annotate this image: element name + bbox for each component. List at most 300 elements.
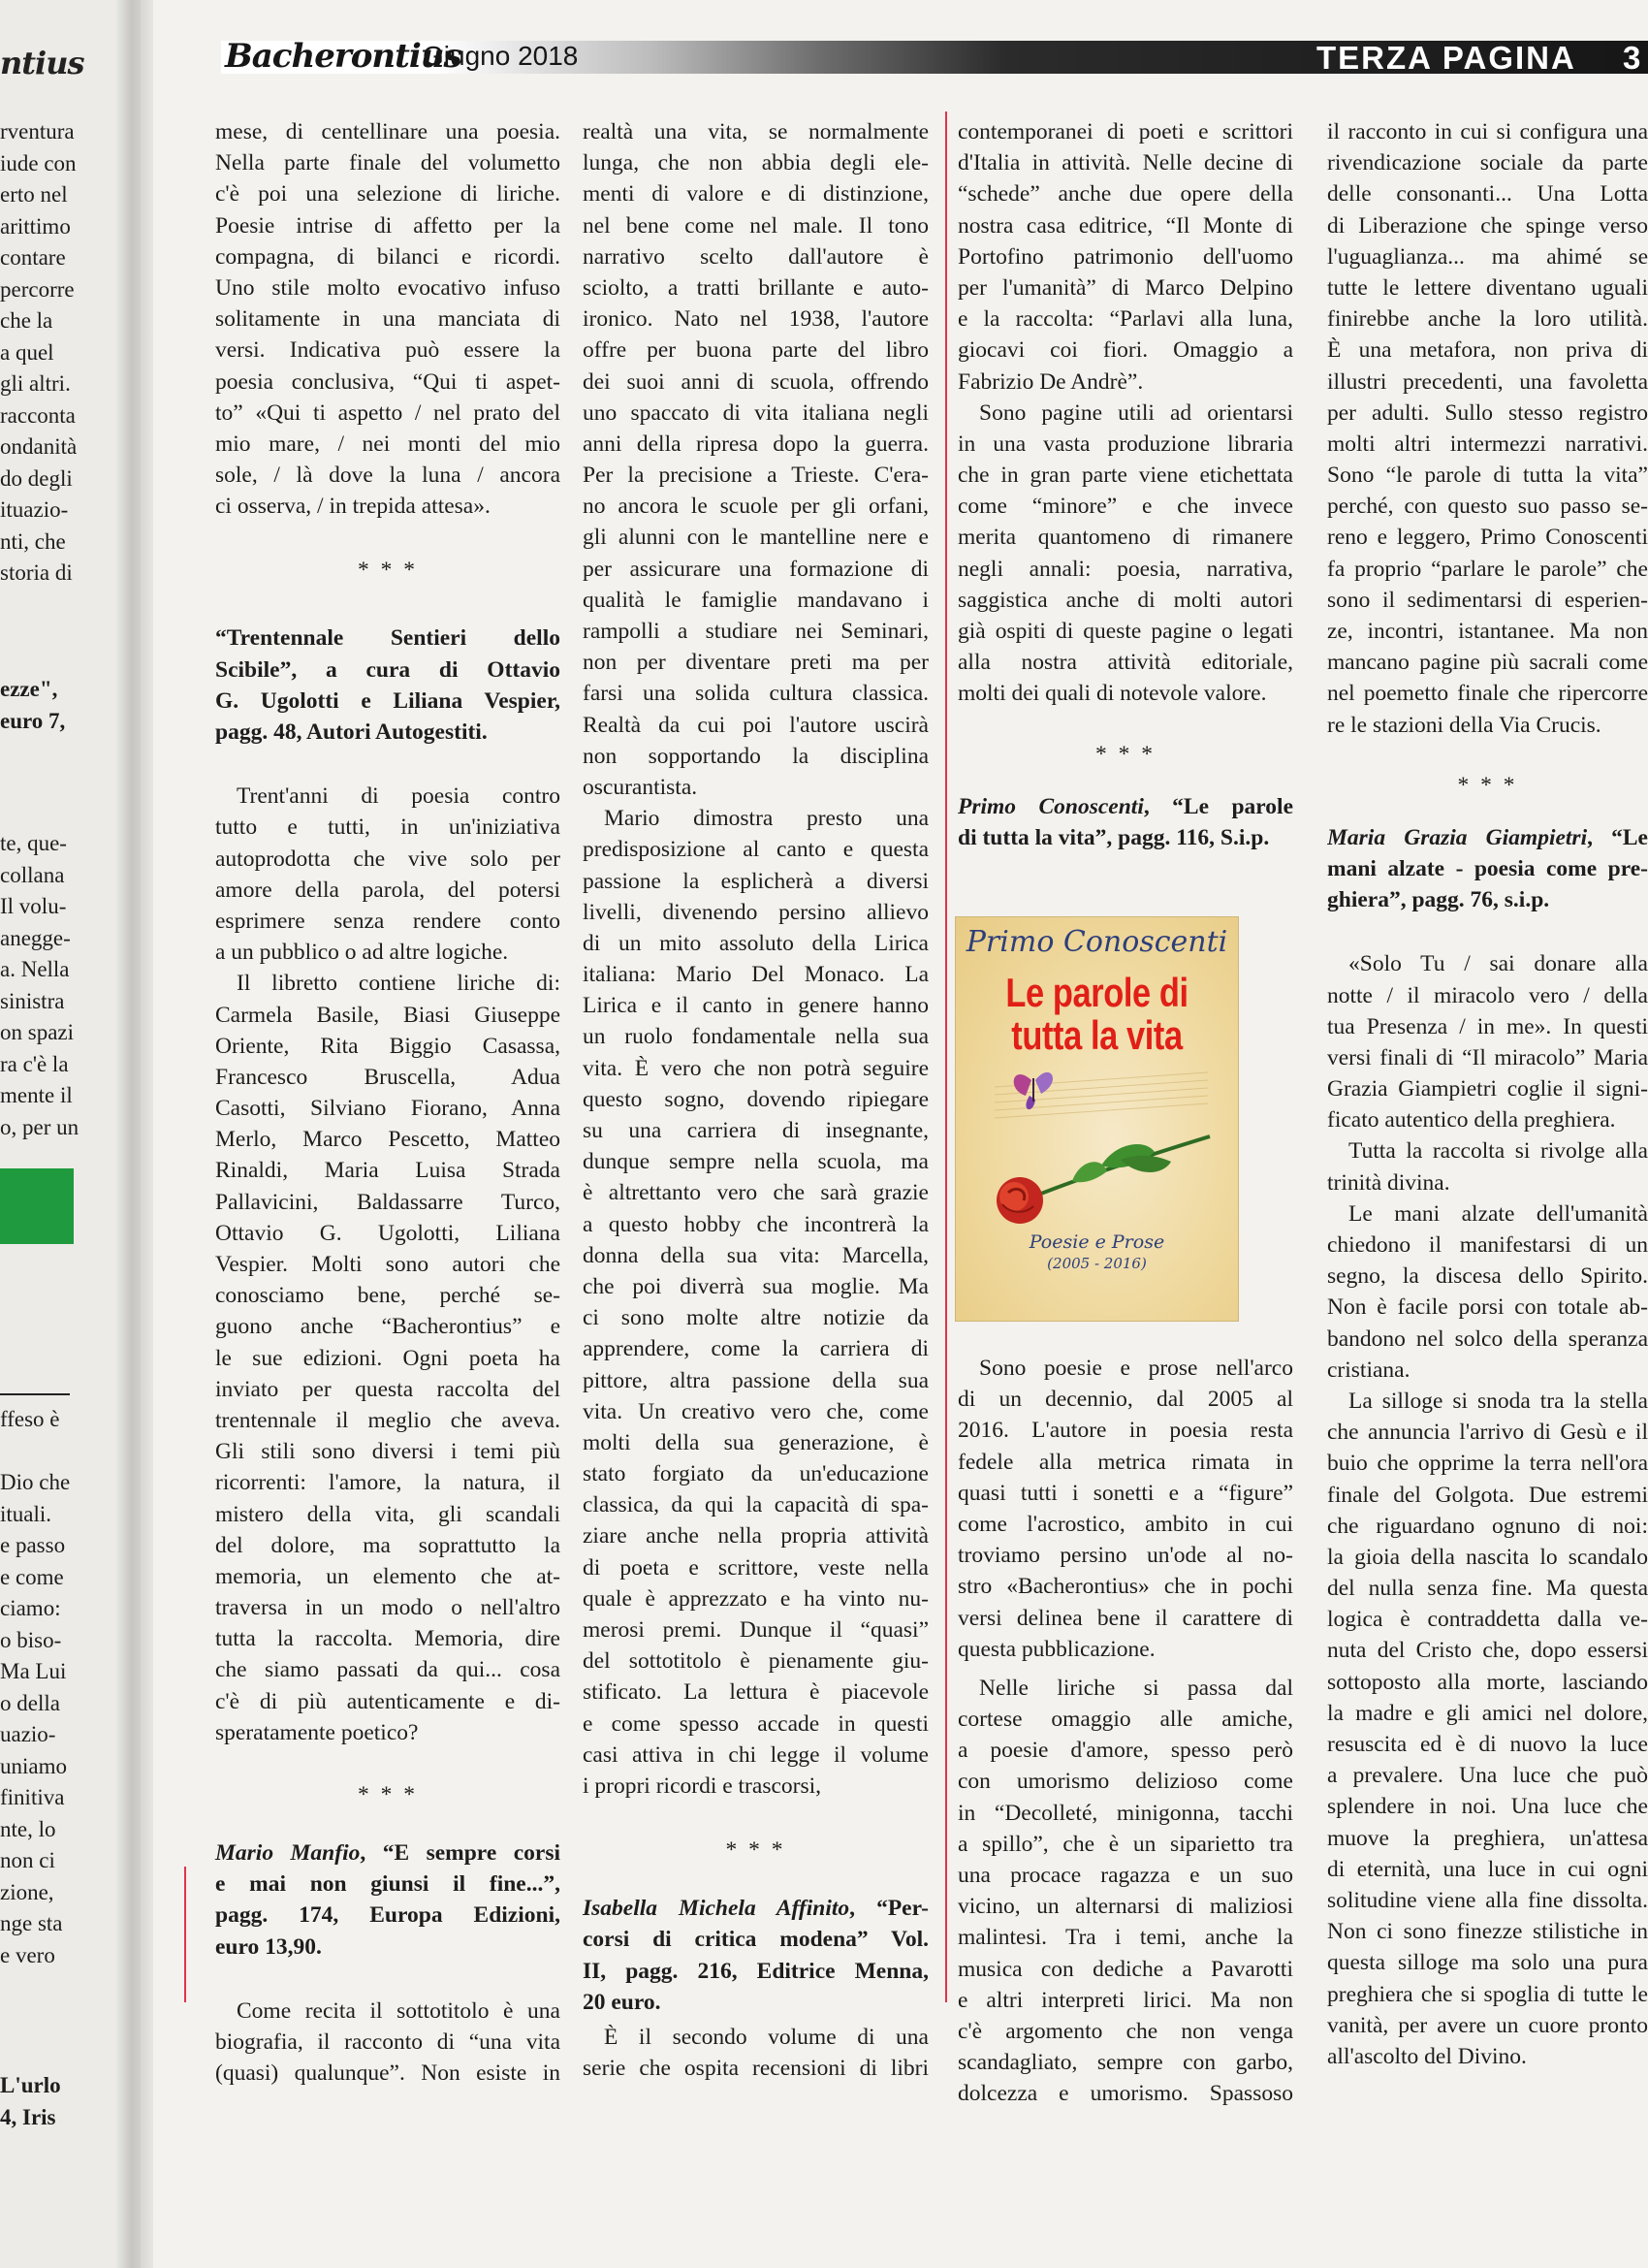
text-line: te, que- [0,831,67,855]
text-line: a questo hobby che incontrerà la [583,1211,929,1237]
text-line: a spillo”, che è un siparietto tra [958,1831,1293,1857]
paragraph [958,398,1293,710]
text-line: Le mani alzate dell'umanità [1348,1200,1648,1227]
text-line: esprimere senza rendere conto [215,908,560,934]
text-line: per l'umanità” di Marco Delpino [958,274,1293,301]
text-line: versi delinea bene il carattere di [958,1605,1293,1631]
text-line: nge sta [0,1911,63,1935]
book-author: Mario Manfio [215,1840,361,1866]
text-line: nti, che [0,528,66,554]
text-line: a. Nella [0,957,70,981]
left-green-block [0,1168,74,1244]
paragraph [1327,1198,1648,1386]
text-line: ondanità [0,434,78,459]
text-line: non sopportando la disciplina [583,743,929,769]
text-line: ziare anche nella propria attività [583,1523,929,1549]
text-line: stro «Bacherontius» che in pochi [958,1574,1293,1600]
text-line: Per la precisione a Trieste. C'era- [583,463,929,489]
book-author: Maria Grazia Giampietri [1327,824,1588,850]
text-line: e altri interpreti lirici. Ma non [958,1987,1293,2013]
text-line: nel bene come nel male. Il tono [583,212,929,239]
text-line: molti altri intermezzi narrativi. [1327,431,1648,457]
text-line: notte / il miracolo vero / della [1327,982,1648,1008]
book-title: Mario Manfio, “E sempre corsi e mai non giunsi il fine...”, pagg. 174, Europa Edizioni, euro 13,90. [215,1840,560,1960]
text-line: molti dei quali di notevole valore. [958,681,1267,707]
text-line: a poesie d'amore, spesso però [958,1738,1293,1764]
text-line: racconta [0,402,76,428]
paragraph [215,781,560,968]
text-line: negli annali: poesia, narrativa, [958,556,1293,582]
section-separator: * * * [358,1782,418,1807]
text-line: che la [0,308,53,333]
text-line: re le stazioni della Via Crucis. [1327,712,1601,738]
text-line: segno, la discesa dello Spirito. [1327,1263,1648,1290]
text-line: G. Ugolotti e Liliana Vespier, [215,687,560,714]
text-line: perché, con questo suo passo se- [1327,494,1648,520]
text-line: merita quantomeno di rimanere [958,525,1293,551]
text-line: ricorrenti: l'amore, la natura, il [215,1470,560,1496]
text-line: ezze", [0,677,58,701]
text-line: qualità le famiglie mandavano i [583,587,929,613]
text-line: cortese omaggio alle amiche, [958,1707,1293,1733]
text-line: in “Decolleté, minigonna, tacchi [958,1800,1293,1826]
text-line: per adulti. Sullo stesso registro [1327,399,1648,426]
text-line: in una vasta produzione libraria [958,431,1293,457]
text-line: finale del Golgota. Due estremi [1327,1482,1648,1508]
text-line: questa silloge ma solo una pura [1327,1950,1648,1976]
text-line: trentennale il meglio che aveva. [215,1407,560,1433]
text-line: questa pubblicazione. [958,1636,1156,1662]
text-line: versi finali di “Il miracolo” Maria [1327,1044,1648,1070]
text-line: il racconto in cui si configura una [1327,119,1648,144]
text-line: preghiera che si spoglia di tutte le [1327,1981,1648,2007]
text-line: finirebbe anche la loro utilità. [1327,306,1648,333]
text-line: le sue edizioni. Ogni poeta ha [215,1345,560,1371]
text-line: scandagliato, sempre con garbo, [958,2050,1293,2076]
text-line: ze, incontri, istantanee. Ma non [1327,619,1648,644]
left-text-block-1 [0,116,83,590]
text-line: Ottavio G. Ugolotti, Liliana [215,1220,560,1246]
text-line: ciamo: [0,1596,61,1620]
text-line: Tutta la raccolta si rivolge alla [1348,1138,1648,1165]
text-line: contare [0,245,66,270]
text-line: Vespier. Molti sono autori che [215,1252,560,1277]
text-line: Nella parte finale del volumetto [215,150,560,176]
book-title [215,623,560,748]
text-line: memoria, un elemento che at- [215,1563,560,1589]
text-line: tutta la raccolta. Memoria, dire [215,1626,560,1652]
text-line: mistero della vita, gli scandali [215,1501,560,1527]
paragraph [583,2022,929,2084]
text-line: contemporanei di poeti e scrittori [958,119,1293,144]
text-line: gli altri. [0,371,71,396]
text-line: poesia conclusiva, “Qui ti aspet- [215,368,560,395]
text-line: predisposizione al canto e questa [583,837,929,863]
text-line: dunque sempre nella scuola, ma [583,1149,929,1175]
text-line: illustri precedenti, una favoletta [1327,368,1648,395]
text-line: menti di valore e di distinzione, [583,181,929,208]
text-line: i propri ricordi e trascorsi, [583,1773,822,1799]
text-line: non ci [0,1848,55,1872]
text-line: molti della sua generazione, è [583,1429,929,1455]
text-line: giocavi coi fiori. Omaggio a [958,337,1293,364]
text-line: rventura [0,119,75,144]
text-line: (quasi) qualunque”. Non esiste in [215,2060,560,2087]
text-line: per assicurare una formazione di [583,556,929,582]
text-line: già ospiti di queste pagine o legati [958,619,1293,644]
text-line: e vero [0,1942,55,1967]
left-text-block-2 [0,674,83,737]
book-author: Primo Conoscenti [958,793,1144,819]
text-line: malintesi. Tra i temi, anche la [958,1925,1293,1951]
section-separator: * * * [1457,772,1518,798]
left-text-block-5 [0,2070,83,2133]
text-line: ficato autentico della preghiera. [1327,1107,1616,1134]
text-line: vita. Un creativo vero che, come [583,1398,929,1424]
text-line: d'Italia in attività. Nelle decine di [958,150,1293,176]
text-line: Come recita il sottotitolo è una [237,1997,560,2024]
text-line: fedele alla metrica rimata in [958,1449,1293,1475]
cover-author: Primo Conoscenti [966,925,1228,959]
text-line: livelli, divenendo persino allievo [583,899,929,925]
text-line: fa proprio “parlare le parole” che [1327,556,1648,582]
text-line: Non ci sono finezze stilistiche in [1327,1919,1648,1945]
text-line: La silloge si snoda tra la stella [1348,1388,1648,1414]
page-header [221,35,1648,80]
text-line: chiedono il manifestarsi di un [1327,1232,1648,1258]
text-line: Pallavicini, Baldassarre Turco, [215,1189,560,1215]
text-line: nostra casa editrice, “Il Monte di [958,212,1293,239]
cover-years: (2005 - 2016) [1047,1255,1147,1272]
text-line: di eternità, una luce in cui ogni [1327,1856,1648,1882]
text-line: saggistica anche di molti autori [958,587,1293,613]
text-line: che riguardano ognuno di noi: [1327,1513,1648,1539]
margin-rule [184,1867,186,2002]
text-line: ci osserva, / in trepida attesa». [215,494,491,520]
text-line: di poeta e scrittore, veste nella [583,1554,929,1581]
text-line: lunga, che non abbia degli ele- [583,150,929,176]
text-line: Sono “le parole di tutta la vita” [1327,463,1648,489]
text-line: Lirica e il canto in genere hanno [583,993,929,1019]
text-line: non per diventare preti ma per [583,650,929,676]
text-line: la madre e gli amici nel dolore, [1327,1700,1648,1726]
text-line: e la raccolta: “Parlavi alla luna, [958,306,1293,333]
text-line: a un pubblico o ad altre logiche. [215,940,509,966]
text-line: c'è di più autenticamente e di- [215,1688,560,1714]
text-line: pittore, altra passione della sua [583,1367,929,1393]
text-line: Sono poesie e prose nell'arco [979,1356,1293,1381]
text-line: L'urlo [0,2073,61,2097]
text-line: Oriente, Rita Biggio Casassa, [215,1033,560,1059]
text-line: troviamo persino un'ode al no- [958,1543,1293,1569]
text-line: come “minore” e che invece [958,494,1293,520]
page-spine [114,0,153,2268]
paragraph [958,1353,1293,1665]
text-line: Fabrizio De Andrè”. [958,368,1144,395]
text-line: Carmela Basile, Biasi Giuseppe [215,1002,560,1028]
text-line: cristiana. [1327,1357,1410,1383]
text-line: vicino, un alternarsi di maliziosi [958,1894,1293,1920]
text-line: di Liberazione che spinge verso [1327,212,1648,239]
text-line: trinità divina. [1327,1169,1450,1196]
text-line: Non è facile porsi con totale ab- [1327,1294,1648,1321]
text-line: passione la esplicherà a diversi [583,868,929,894]
paragraph [958,116,1293,398]
section-separator: * * * [1095,741,1156,767]
section-separator: * * * [358,558,418,584]
text-line: autoprodotta che vive solo per [215,846,560,872]
text-line: rampolli a studiare nei Seminari, [583,619,929,644]
text-line: la gioia della nascita lo scandalo [1327,1544,1648,1570]
text-line: dei suoi anni di scuola, offrendo [583,368,929,395]
book-cover-image [956,917,1238,1321]
text-line: erto nel [0,182,68,207]
text-line: che annuncia l'arrivo di Gesù e il [1327,1420,1648,1446]
text-line: come l'acrostico, ambito in cui [958,1511,1293,1537]
book-title: Primo Conoscenti, “Le parole di tutta la vita”, pagg. 116, S.i.p. [958,793,1294,850]
text-line: o, per un [0,1114,79,1139]
book-title: Isabella Michela Affinito, “Per- corsi di critica modena” Vol. II, pagg. 216, Editrice Menna, 20 euro. [583,1896,929,2015]
text-line: Grazia Giampietri coglie il signi- [1327,1076,1648,1102]
paragraph [583,803,929,1802]
text-line: Francesco Bruscella, Adua [215,1064,560,1090]
text-line: speratamente poetico? [215,1719,419,1745]
text-line: Ma Lui [0,1659,67,1683]
text-line: musica con dediche a Pavarotti [958,1956,1293,1982]
text-line: che poi diverrà sua moglie. Ma [583,1273,929,1299]
text-line: splendere in noi. Una luce che [1327,1794,1648,1820]
text-line: o della [0,1690,60,1715]
text-line: o biso- [0,1627,62,1652]
text-line: gli alunni con le mantelline nere e [583,525,929,551]
text-line: vanità, per avere un cuore pronto [1327,2012,1648,2038]
text-line: buio che opprime la terra nell'ora [1327,1451,1648,1477]
paragraph [1327,1135,1648,1198]
text-line: sinistra [0,988,65,1013]
paragraph [958,1673,1293,2110]
text-line: vita. È vero che non potrà seguire [583,1055,929,1081]
page-number: 3 [1623,40,1641,76]
book-author: Isabella Michela Affinito [583,1896,850,1922]
text-line: on spazi [0,1020,75,1044]
text-line: con umorismo delizioso come [958,1769,1293,1795]
text-line: Nelle liriche si passa dal [979,1675,1293,1701]
text-line: do degli [0,465,73,491]
text-line: Gli stili sono diversi i temi più [215,1439,560,1465]
text-line: un ruolo fondamentale nella sua [583,1024,929,1050]
text-line: È il secondo volume di una [604,2024,929,2050]
text-line: sono il sedimentarsi di esperien- [1327,587,1648,613]
text-line: euro 7, [0,708,66,733]
text-line: solitudine viene alla fine dissolta. [1327,1887,1648,1913]
text-line: zione, [0,1879,54,1904]
text-line: versi. Indicativa può essere la [215,337,560,364]
text-line: Portofino patrimonio dell'uomo [958,243,1293,270]
text-line: stificato. La lettura è piacevole [583,1679,929,1706]
text-line: italiana: Mario Del Monaco. La [583,962,929,988]
text-line: del nulla senza fine. Ma questa [1327,1576,1648,1602]
text-line: di un mito assoluto della Lirica [583,930,929,956]
text-line: Trent'anni di poesia contro [237,783,560,810]
text-line: di un decennio, dal 2005 al [958,1387,1293,1413]
column-3-continued [958,1353,1293,2110]
text-line: oscurantista. [583,774,698,800]
text-line: Uno stile molto evocativo infuso [215,274,560,301]
column-3 [958,116,1293,853]
column-1 [215,116,560,2089]
text-line: traversa in un modo o nell'altro [215,1595,560,1621]
text-line: 2016. L'autore in poesia resta [958,1418,1293,1444]
text-line: è altrettanto vero che sarà grazie [583,1180,929,1206]
text-line: ffeso è [0,1407,60,1431]
text-line: classica, da qui la capacità di spa- [583,1492,929,1518]
text-line: muove la preghiera, un'attesa [1327,1825,1648,1851]
text-line: no ancora le scuole per gli orfani, [583,494,929,520]
text-line: e come spesso accade in questi [583,1710,929,1737]
text-line: Poesie intrise di affetto per la [215,212,560,239]
text-line: 4, Iris [0,2104,56,2129]
text-line: farsi una solida cultura classica. [583,681,929,707]
text-line: logica è contraddetta dalla ve- [1327,1607,1648,1633]
text-line: ironico. Nato nel 1938, l'autore [583,306,929,333]
text-line: ci sono molte altre notizie da [583,1305,929,1331]
text-line: ra c'è la [0,1051,69,1076]
text-line: alla nostra attività editoriale, [958,650,1293,676]
text-line: storia di [0,560,73,585]
text-line: mente il [0,1083,73,1107]
paragraph [583,116,929,803]
book-title: Maria Grazia Giampietri, “Le mani alzate - poesia come pre- ghiera”, pagg. 76, s.i.p. [1327,824,1648,913]
text-line: guono anche “Bacherontius” e [215,1314,560,1340]
text-line: mese, di centellinare una poesia. [215,119,560,144]
text-line: “Trentennale Sentieri dello [215,625,560,652]
text-line: narrativo scelto dall'autore è [583,243,929,270]
text-line: che in gran parte viene etichettata [958,463,1293,489]
text-line: biografia, il racconto di “una vita [215,2028,560,2055]
text-line: stato forgiato da un'educazione [583,1461,929,1487]
text-line: realtà una vita, se normalmente [583,119,929,144]
text-line: l'uguaglianza... ma ahimé se [1327,243,1648,270]
text-line: tutte le lettere diventano uguali [1327,274,1648,301]
text-line: che siamo passati da qui... cosa [215,1657,560,1683]
text-line: Merlo, Marco Pescetto, Matteo [215,1127,560,1153]
text-line: uno spaccato di vita italiana negli [583,399,929,426]
text-line: quale è apprezzato e ha vinto nu- [583,1585,929,1612]
text-line: offre per buona parte del libro [583,337,929,364]
text-line: quasi tutti i sonetti e a “figure” [958,1480,1293,1506]
paragraph [215,116,560,522]
column-4 [1327,116,1648,2072]
text-line [0,1436,83,1468]
text-line: c'è argomento che non venga [958,2018,1293,2044]
column-divider [945,112,947,2002]
text-line: del dolore, ma soprattutto la [215,1532,560,1558]
paragraph [1327,116,1648,741]
text-line: serie che ospita recensioni di libri [583,2056,929,2082]
text-line: su una carriera di insegnante, [583,1118,929,1143]
text-line: delle consonanti... Una Lotta [1327,181,1648,208]
text-line: sottoposto alla morte, lasciando [1327,1669,1648,1695]
text-line: Casotti, Silviano Fiorano, Anna [215,1096,560,1122]
text-line: Sono pagine utili ad orientarsi [979,399,1293,426]
text-line: dolcezza e umorismo. Spassoso [958,2081,1293,2107]
paragraph [215,968,560,1748]
section-separator: * * * [725,1837,786,1864]
text-line: arittimo [0,213,71,239]
text-line: mio mare, / nei monti del mio [215,431,560,457]
text-line: sciolto, a tratti brillante e auto- [583,274,929,301]
text-line: merosi premi. Dunque il “quasi” [583,1617,929,1643]
text-line: ituali. [0,1501,52,1526]
text-line: c'è poi una selezione di liriche. [215,181,560,208]
text-line: percorre [0,276,75,302]
text-line: apprendere, come la carriera di [583,1336,929,1362]
text-line: uniamo [0,1753,67,1778]
cover-subtitle: Poesie e Prose [1029,1231,1165,1253]
text-line: ituazio- [0,497,69,522]
text-line: questo sogno, dovendo ripiegare [583,1086,929,1112]
text-line: una procace ragazza e un suo [958,1863,1293,1888]
text-line: finitiva [0,1785,65,1809]
left-divider [0,1393,70,1395]
text-line: Rinaldi, Maria Luisa Strada [215,1158,560,1184]
text-line: rivendicazione sociale da parte [1327,150,1648,176]
text-line: anegge- [0,925,71,950]
text-line: collana [0,862,65,887]
text-line: sole, / là dove la luna / ancora [215,463,560,489]
text-line: inviato per questa raccolta del [215,1376,560,1402]
text-line: a quel [0,339,54,365]
text-line: a prevalere. Una luce che può [1327,1763,1648,1789]
text-line: pagg. 48, Autori Autogestiti. [215,719,488,745]
text-line: Realtà da cui poi l'autore uscirà [583,712,929,738]
paragraph [1327,948,1648,1135]
rose-icon [997,1177,1043,1224]
text-line: nte, lo [0,1816,56,1841]
text-line: solitamente in una manciata di [215,306,560,333]
left-text-block-3 [0,828,83,1143]
text-line: anni della ripresa dopo la guerra. [583,431,929,457]
paragraph [215,1996,560,2090]
column-2 [583,116,929,2084]
text-line: tua Presenza / in me». In questi [1327,1013,1648,1039]
text-line: Il volu- [0,894,67,918]
text-line: e come [0,1564,64,1589]
text-line: Il libretto contiene liriche di: [237,971,560,997]
magazine-logo: Bacherontius [225,37,461,76]
text-line: resuscita ed è di nuovo la luce [1327,1732,1648,1757]
text-line: compagna, di bilanci e ricordi. [215,243,560,270]
section-title: TERZA PAGINA [1316,40,1576,76]
text-line: casi attiva in chi legge il volume [583,1741,929,1768]
paragraph [1327,1386,1648,2072]
text-line: to” «Qui ti aspetto / nel prato del [215,399,560,426]
text-line: Dio che [0,1470,71,1494]
text-line: Mario dimostra presto una [604,806,929,832]
text-line: nuta del Cristo che, dopo essersi [1327,1638,1648,1664]
text-line: Scibile”, a cura di Ottavio [215,656,560,683]
text-line: conosciamo bene, perché se- [215,1283,560,1309]
text-line: donna della sua vita: Marcella, [583,1242,929,1268]
left-page-header: ntius [0,45,84,78]
text-line: uazio- [0,1722,56,1746]
text-line: «Solo Tu / sai donare alla [1348,951,1648,977]
issue-date: Giugno 2018 [423,41,579,71]
text-line: iude con [0,150,77,176]
text-line: del sottotitolo è pienamente giu- [583,1648,929,1675]
text-line: È una metafora, non priva di [1327,337,1648,364]
text-line: “schede” anche due opere della [958,181,1293,208]
